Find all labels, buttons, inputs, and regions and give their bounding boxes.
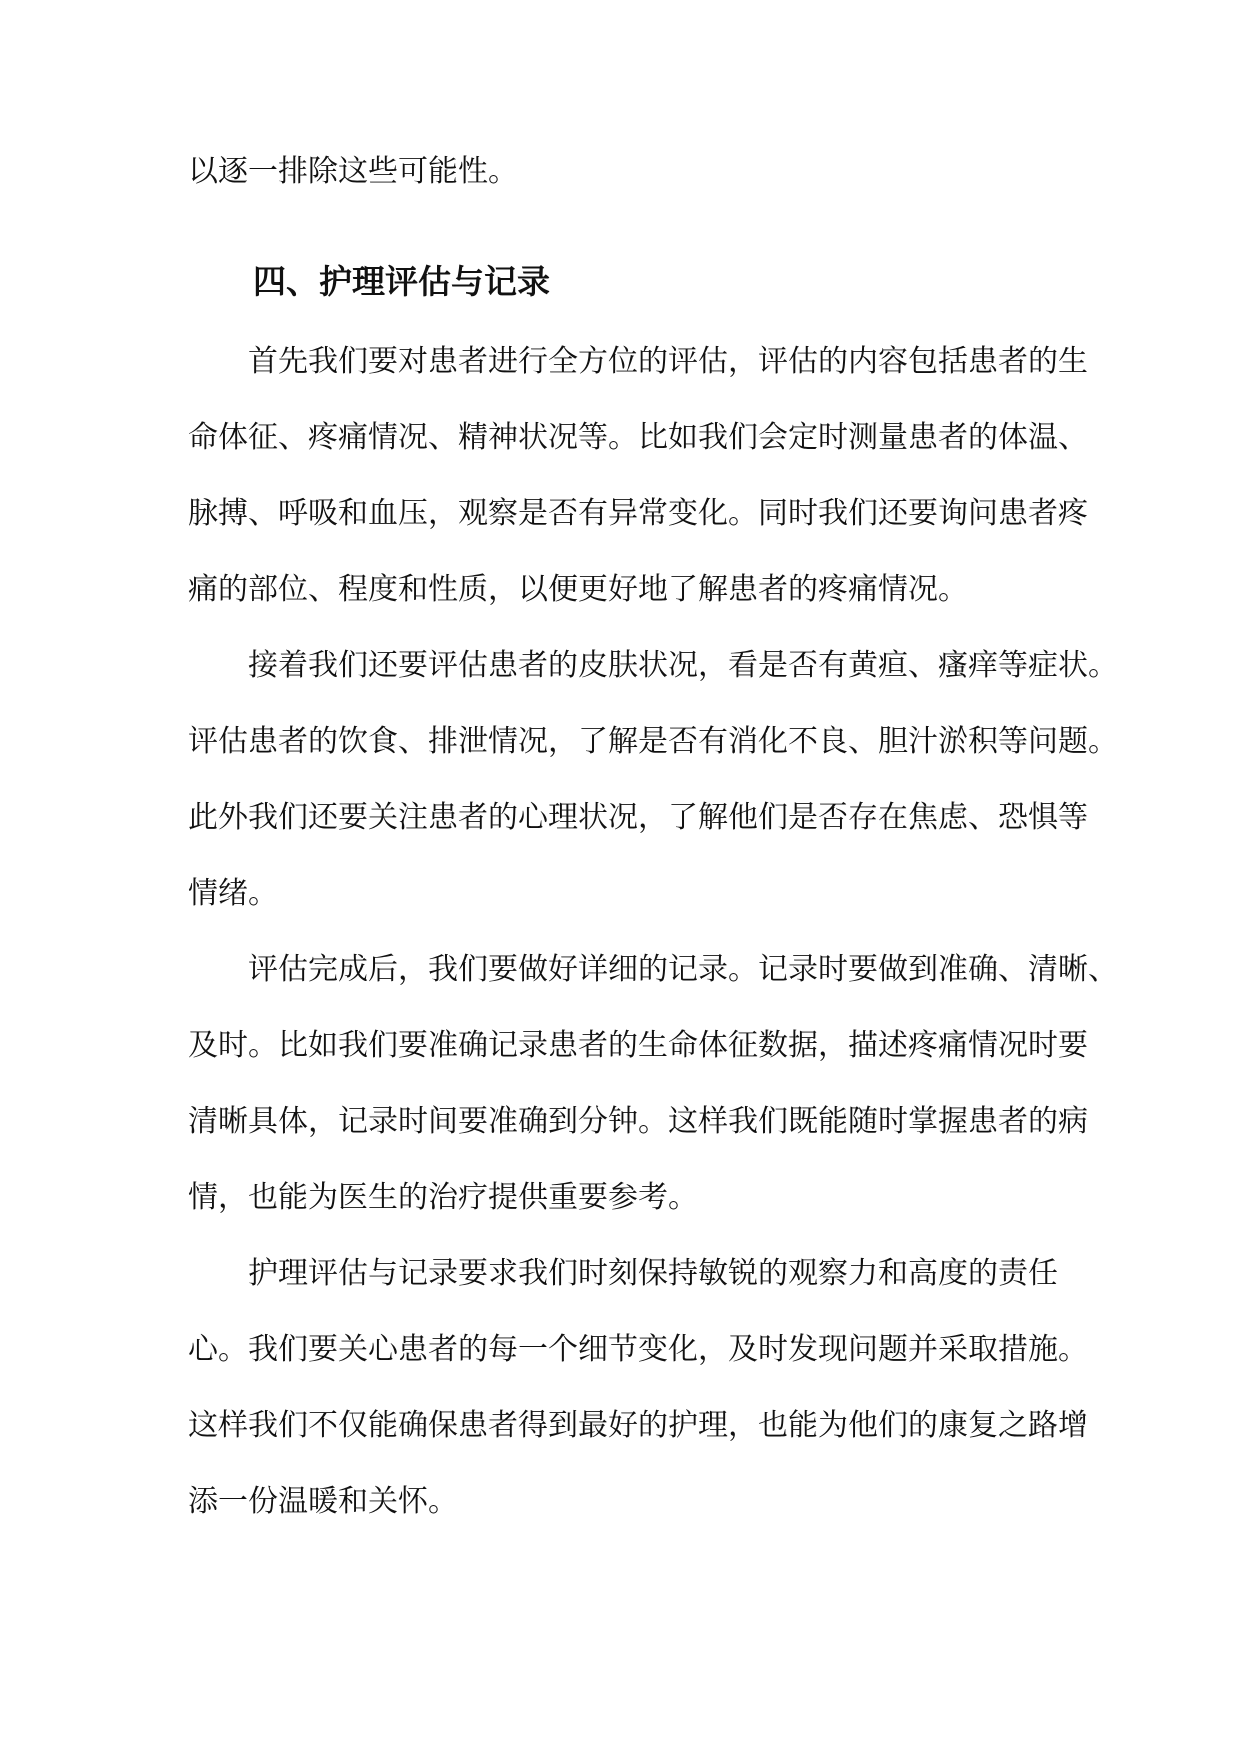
paragraph-line: 这样我们不仅能确保患者得到最好的护理，也能为他们的康复之路增: [188, 1408, 1088, 1443]
paragraph-line: 评估完成后，我们要做好详细的记录。记录时要做到准确、清晰、: [248, 952, 1118, 987]
paragraph-line: 脉搏、呼吸和血压，观察是否有异常变化。同时我们还要询问患者疼: [188, 496, 1088, 531]
paragraph-line: 首先我们要对患者进行全方位的评估，评估的内容包括患者的生: [248, 344, 1088, 379]
paragraph-line: 及时。比如我们要准确记录患者的生命体征数据，描述疼痛情况时要: [188, 1028, 1088, 1063]
paragraph-line: 接着我们还要评估患者的皮肤状况，看是否有黄疸、瘙痒等症状。: [248, 648, 1118, 683]
paragraph-line: 清晰具体，记录时间要准确到分钟。这样我们既能随时掌握患者的病: [188, 1104, 1088, 1139]
paragraph-line: 情，也能为医生的治疗提供重要参考。: [188, 1180, 698, 1215]
paragraph-line: 添一份温暖和关怀。: [188, 1484, 458, 1519]
paragraph-line: 评估患者的饮食、排泄情况，了解是否有消化不良、胆汁淤积等问题。: [188, 724, 1118, 759]
paragraph-line: 痛的部位、程度和性质，以便更好地了解患者的疼痛情况。: [188, 572, 968, 607]
paragraph-line: 护理评估与记录要求我们时刻保持敏锐的观察力和高度的责任: [248, 1256, 1058, 1291]
paragraph-line: 心。我们要关心患者的每一个细节变化，及时发现问题并采取措施。: [188, 1332, 1088, 1367]
paragraph-line: 命体征、疼痛情况、精神状况等。比如我们会定时测量患者的体温、: [188, 420, 1088, 455]
paragraph-line: 此外我们还要关注患者的心理状况，了解他们是否存在焦虑、恐惧等: [188, 800, 1088, 835]
paragraph-line: 以逐一排除这些可能性。: [188, 154, 518, 189]
section-heading: 四、护理评估与记录: [253, 262, 550, 301]
paragraph-line: 情绪。: [188, 876, 278, 911]
